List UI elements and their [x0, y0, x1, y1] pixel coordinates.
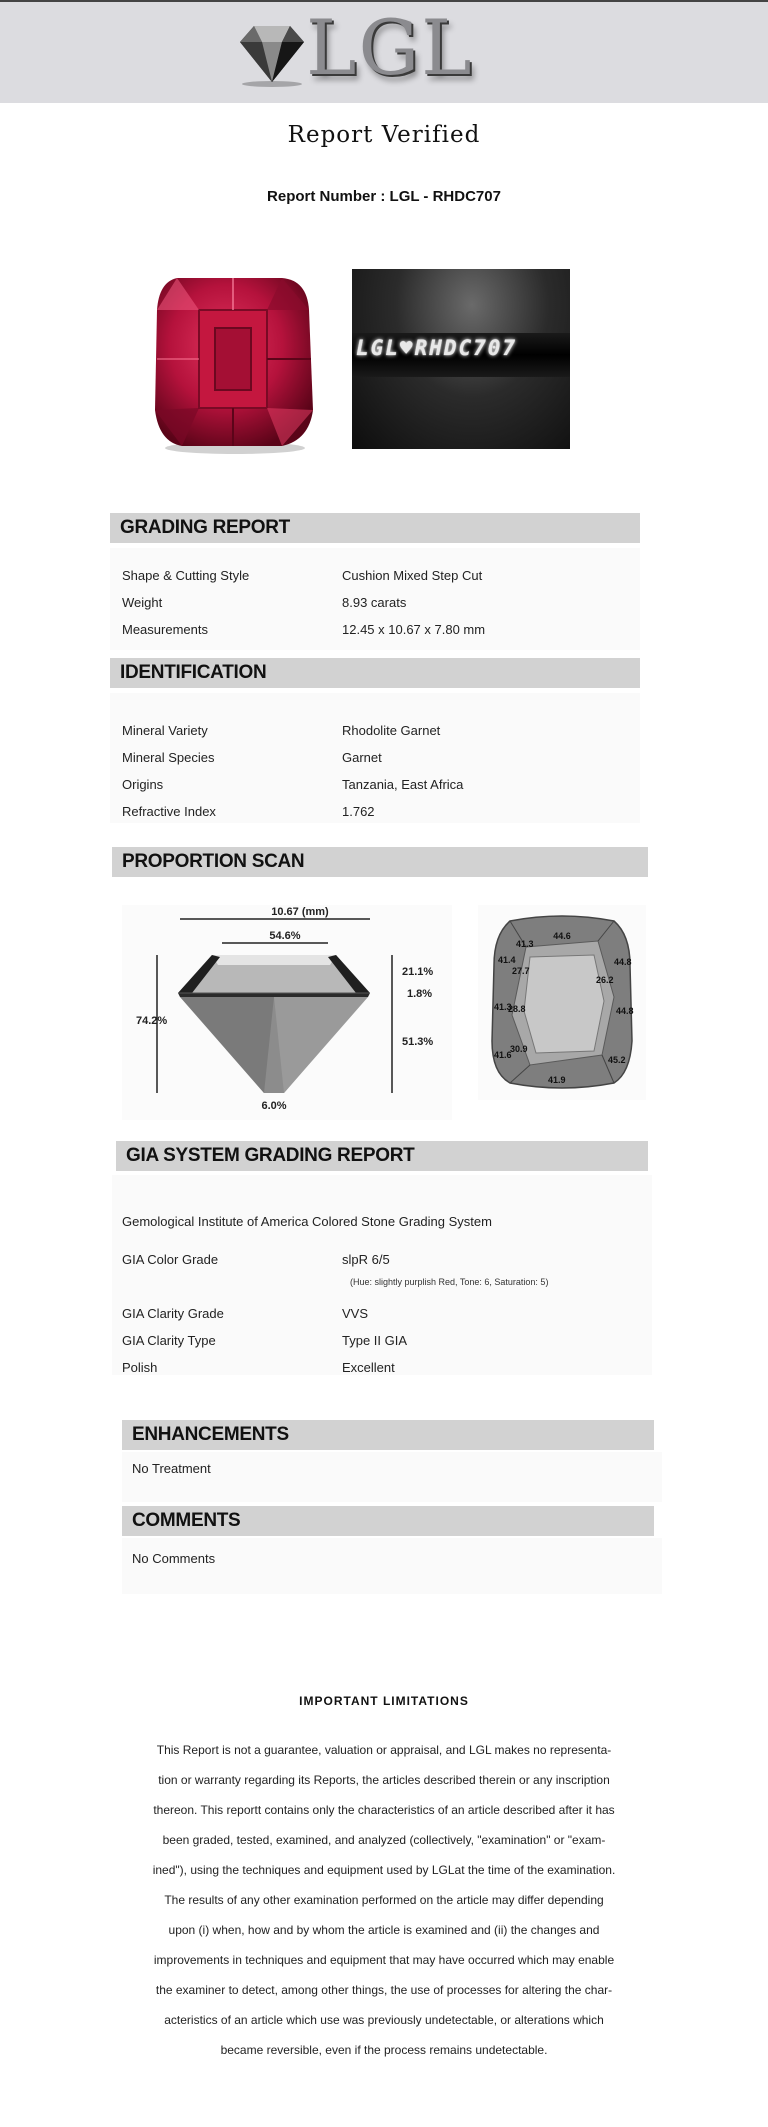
profile-diagram [122, 905, 452, 1120]
limitations-line: the examiner to detect, among other things, the use of processes for altering the char- [155, 1983, 613, 1997]
logo-text: LGL [306, 3, 474, 92]
top-view-value: 41.9 [548, 1075, 566, 1085]
limitations-line: improvements in techniques and equipment that may have occurred which may enable [153, 1953, 615, 1967]
row-value: Rhodolite Garnet [342, 723, 441, 738]
comments-panel [122, 1538, 662, 1594]
top-view-value: 45.2 [608, 1055, 626, 1065]
top-view-value: 44.8 [616, 1006, 634, 1016]
top-view-value: 41.3 [494, 1002, 512, 1012]
row-label: Polish [122, 1360, 158, 1375]
limitations-line: ined"), using the techniques and equipment used by LGLat the time of the examination. [152, 1863, 616, 1877]
limitations-line: This Report is not a guarantee, valuation or appraisal, and LGL makes no representa- [156, 1743, 612, 1757]
report-number: Report Number : LGL - RHDC707 [267, 188, 501, 205]
top-view-value: 26.2 [596, 975, 614, 985]
row-label: Weight [122, 595, 163, 610]
top-view-value: 27.7 [512, 966, 530, 976]
page-title: Report Verified [287, 122, 481, 148]
limitations-body [116, 1735, 652, 2065]
row-label: Shape & Cutting Style [122, 568, 250, 583]
comments-heading: COMMENTS [122, 1506, 654, 1536]
top-view-value: 30.9 [510, 1044, 528, 1054]
row-value: Cushion Mixed Step Cut [342, 568, 483, 583]
row-value: Excellent [342, 1360, 395, 1375]
row-value: 12.45 x 10.67 x 7.80 mm [342, 622, 486, 637]
row-value: Type II GIA [342, 1333, 408, 1348]
enhancements-text: No Treatment [132, 1461, 211, 1476]
row-label: Measurements [122, 622, 208, 637]
culet-label: 6.0% [261, 1100, 287, 1112]
crown-label: 21.1% [402, 966, 434, 978]
limitations-heading: IMPORTANT LIMITATIONS [299, 1694, 469, 1708]
top-view-value: 41.4 [498, 955, 516, 965]
enhancements-panel [122, 1452, 662, 1502]
row-value: 1.762 [342, 804, 375, 819]
row-value: Garnet [342, 750, 382, 765]
diamond-logo-icon [232, 20, 312, 88]
depth-label: 74.2% [136, 1015, 168, 1027]
limitations-line: became reversible, even if the process remains undetectable. [220, 2043, 548, 2057]
row-value: 8.93 carats [342, 595, 407, 610]
top-view-value: 41.3 [516, 939, 534, 949]
top-view-value: 44.6 [553, 931, 571, 941]
comments-text: No Comments [132, 1551, 216, 1566]
row-label: Mineral Variety [122, 723, 208, 738]
row-label: GIA Clarity Type [122, 1333, 216, 1348]
table-label: 54.6% [269, 930, 301, 942]
row-value: Tanzania, East Africa [342, 777, 464, 792]
proportion-scan-heading: PROPORTION SCAN [112, 847, 648, 877]
row-label: GIA Color Grade [122, 1252, 219, 1267]
lgl-logo [232, 3, 492, 94]
grading-report-heading: GRADING REPORT [110, 513, 640, 543]
laser-inscription: LGL♥RHDC707 [356, 336, 518, 360]
girdle-label: 1.8% [407, 988, 433, 1000]
top-view-value: 41.6 [494, 1050, 512, 1060]
row-label: Refractive Index [122, 804, 216, 819]
header-bar [0, 0, 768, 103]
width-label: 10.67 (mm) [271, 906, 329, 918]
enhancements-heading: ENHANCEMENTS [122, 1420, 654, 1450]
row-value: slpR 6/5 [342, 1252, 390, 1267]
row-value: VVS [342, 1306, 369, 1321]
row-label: Origins [122, 777, 164, 792]
limitations-line: tion or warranty regarding its Reports, the articles described therein or any inscription [158, 1773, 610, 1787]
top-view-value: 44.8 [614, 957, 632, 967]
gemstone-photo [137, 270, 327, 460]
top-view-value: 28.8 [508, 1004, 526, 1014]
limitations-line: been graded, tested, examined, and analyzed (collectively, "examination" or "exam- [162, 1833, 606, 1847]
gia-heading: GIA SYSTEM GRADING REPORT [116, 1141, 648, 1171]
limitations-line: acteristics of an article which use was previously undetectable, or alterations which [164, 2013, 604, 2027]
row-label: Mineral Species [122, 750, 215, 765]
identification-heading: IDENTIFICATION [110, 658, 640, 688]
gia-color-note: (Hue: slightly purplish Red, Tone: 6, Saturation: 5) [350, 1277, 549, 1287]
limitations-line: upon (i) when, how and by whom the article is examined and (ii) the changes and [168, 1923, 600, 1937]
inscription-photo [352, 269, 570, 449]
limitations-line: thereon. This reportt contains only the characteristics of an article described after it has [153, 1803, 615, 1817]
gia-system-text: Gemological Institute of America Colored Stone Grading System [122, 1214, 492, 1229]
limitations-line: The results of any other examination performed on the article may differ depending [164, 1893, 604, 1907]
row-label: GIA Clarity Grade [122, 1306, 224, 1321]
pavilion-label: 51.3% [402, 1036, 434, 1048]
top-view-diagram [478, 905, 646, 1100]
